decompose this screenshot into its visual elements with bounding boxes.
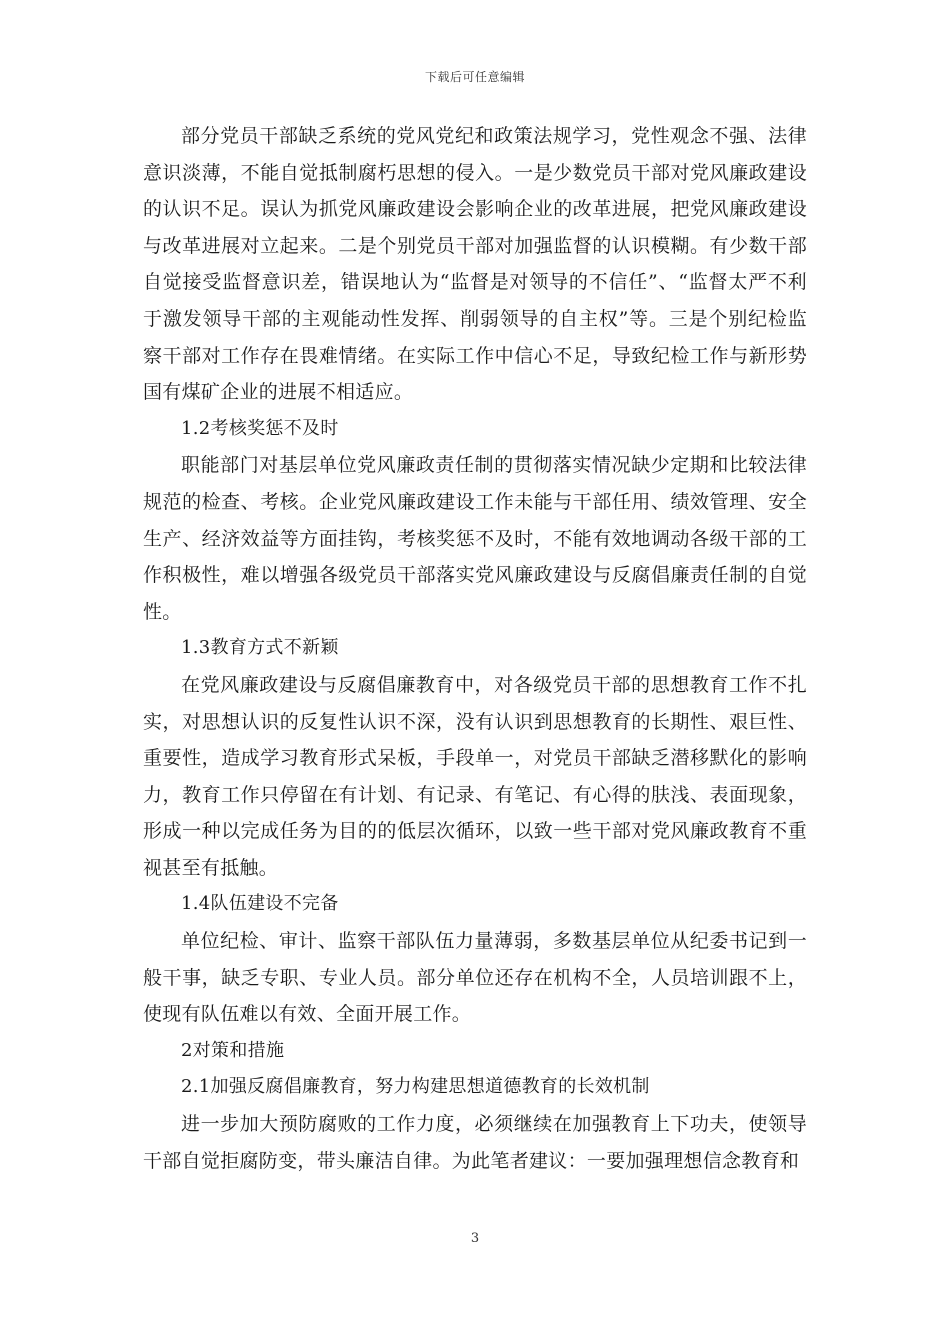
document-body (143, 118, 807, 1179)
section-heading: 1.4队伍建设不完备 (181, 893, 339, 915)
subsection-heading: 2.1加强反腐倡廉教育，努力构建思想道德教育的长效机制 (181, 1076, 650, 1098)
section-heading: 2对策和措施 (181, 1039, 285, 1061)
section-heading: 1.2考核奖惩不及时 (181, 417, 339, 439)
section-heading: 1.3教育方式不新颖 (181, 637, 339, 659)
paragraph: 职能部门对基层单位党风廉政责任制的贯彻落实情况缺少定期和比较法律规范的检查、考核。企业党风廉政建设工作未能与干部任用、绩效管理、安全生产、经济效益等方面挂钩，考核奖惩不及时，不能有效地调动各级干部的工作积极性，难以增强各级党员干部落实党风廉政建设与反腐倡廉责任制的自觉性。 (143, 454, 807, 623)
page-header: 下载后可任意编辑 (424, 70, 525, 84)
paragraph: 部分党员干部缺乏系统的党风党纪和政策法规学习，党性观念不强、法律意识淡薄，不能自觉抵制腐朽思想的侵入。一是少数党员干部对党风廉政建设的认识不足。误认为抓党风廉政建设会影响企业的改革进展，把党风廉政建设与改革进展对立起来。二是个别党员干部对加强监督的认识模糊。有少数干部自觉接受监督意识差，错误地认为“监督是对领导的不信任”、“监督太严不利于激发领导干部的主观能动性发挥、削弱领导的自主权”等。三是个别纪检监察干部对工作存在畏难情绪。在实际工作中信心不足，导致纪检工作与新形势国有煤矿企业的进展不相适应。 (143, 125, 807, 404)
paragraph: 进一步加大预防腐败的工作力度，必须继续在加强教育上下功夫，使领导干部自觉拒腐防变，带头廉洁自律。为此笔者建议：一要加强理想信念教育和 (143, 1113, 807, 1172)
paragraph: 单位纪检、审计、监察干部队伍力量薄弱，多数基层单位从纪委书记到一般干事，缺乏专职、专业人员。部分单位还存在机构不全，人员培训跟不上，使现有队伍难以有效、全面开展工作。 (143, 930, 807, 1026)
paragraph: 在党风廉政建设与反腐倡廉教育中，对各级党员干部的思想教育工作不扎实，对思想认识的反复性认识不深，没有认识到思想教育的长期性、艰巨性、重要性，造成学习教育形式呆板，手段单一，对党员干部缺乏潜移默化的影响力，教育工作只停留在有计划、有记录、有笔记、有心得的肤浅、表面现象，形成一种以完成任务为目的的低层次循环，以致一些干部对党风廉政教育不重视甚至有抵触。 (143, 673, 807, 879)
page-number: 3 (470, 1231, 480, 1246)
